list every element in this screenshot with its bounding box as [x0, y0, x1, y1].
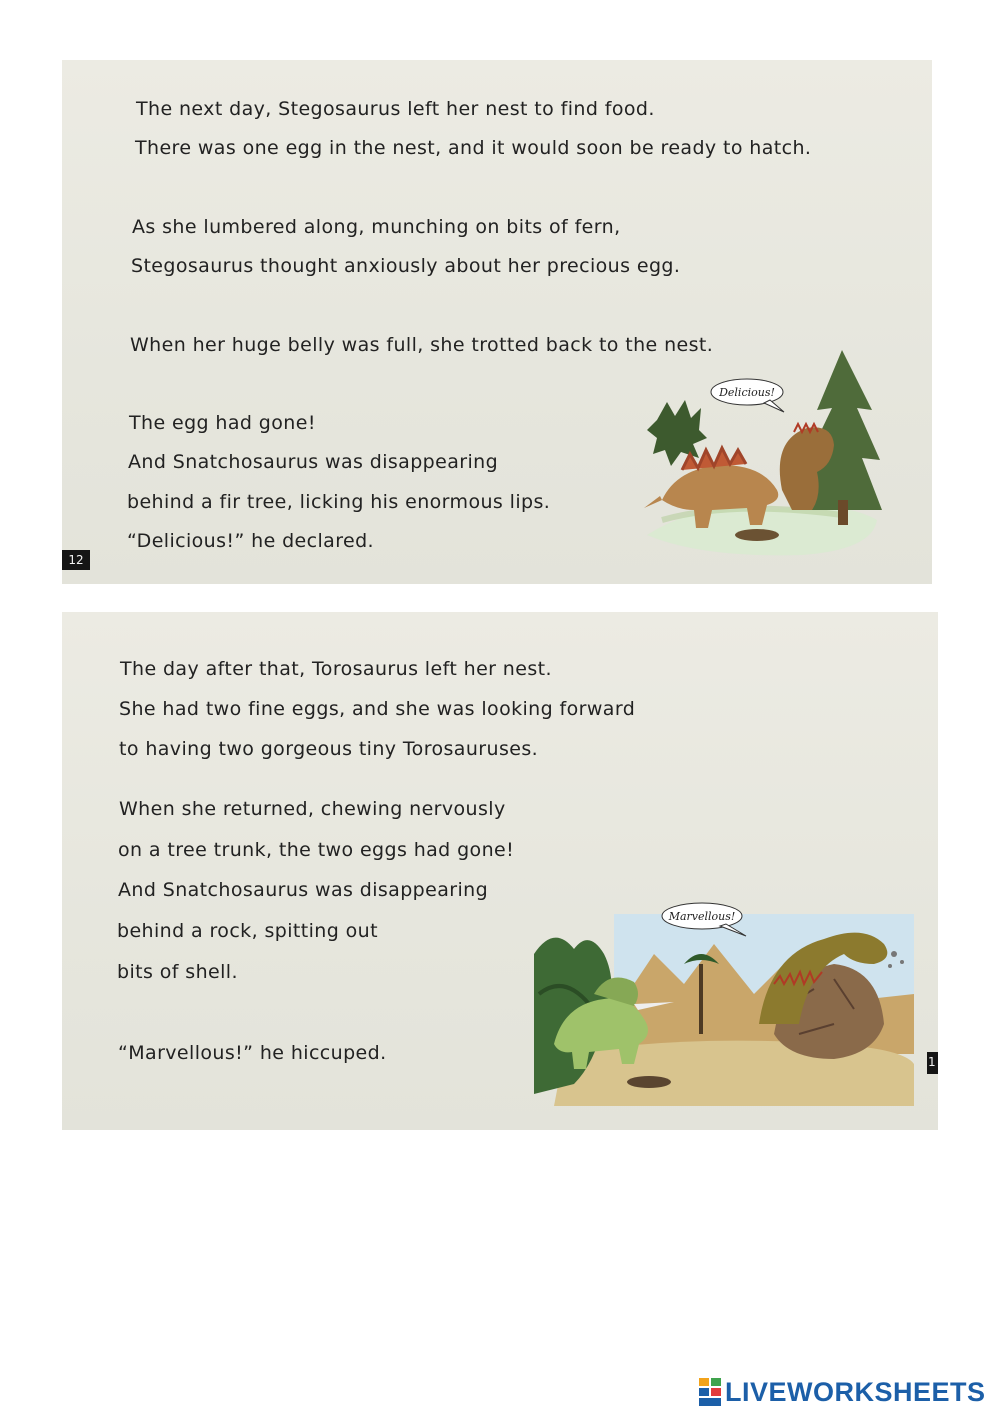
story-line: “Marvellous!” he hiccuped. [118, 1042, 387, 1064]
book-page-12 [62, 60, 932, 584]
story-line: behind a fir tree, licking his enormous lips. [127, 491, 551, 513]
liveworksheets-logo-icon [699, 1378, 721, 1406]
story-line: There was one egg in the nest, and it would soon be ready to hatch. [135, 137, 812, 159]
story-line: When her huge belly was full, she trotted back to the nest. [130, 334, 714, 356]
story-line: And Snatchosaurus was disappearing [128, 451, 499, 473]
story-line: She had two fine eggs, and she was looking forward [119, 698, 636, 720]
story-line: “Delicious!” he declared. [127, 530, 374, 552]
page-number: 1 [927, 1052, 938, 1074]
book-page-13 [62, 612, 938, 1130]
speech-bubble-text: Marvellous! [668, 910, 736, 923]
story-line: When she returned, chewing nervously [119, 798, 506, 820]
story-line: And Snatchosaurus was disappearing [118, 879, 489, 901]
stegosaurus-scene-illustration [642, 350, 882, 560]
story-line: The egg had gone! [129, 412, 316, 434]
story-line: The next day, Stegosaurus left her nest to find food. [136, 98, 655, 120]
story-line: The day after that, Torosaurus left her nest. [120, 658, 552, 680]
story-line: bits of shell. [117, 961, 238, 983]
speech-bubble-text: Delicious! [719, 386, 775, 399]
story-line: Stegosaurus thought anxiously about her precious egg. [131, 255, 681, 277]
story-line: to having two gorgeous tiny Torosauruses. [119, 738, 539, 760]
story-line: behind a rock, spitting out [117, 920, 378, 942]
liveworksheets-logo-text: LIVEWORKSHEETS [725, 1377, 986, 1407]
story-line: As she lumbered along, munching on bits of fern, [132, 216, 621, 238]
liveworksheets-logo [699, 1378, 986, 1406]
story-line: on a tree trunk, the two eggs had gone! [118, 839, 515, 861]
page-number: 12 [62, 550, 90, 570]
torosaurus-scene-illustration [534, 894, 914, 1106]
